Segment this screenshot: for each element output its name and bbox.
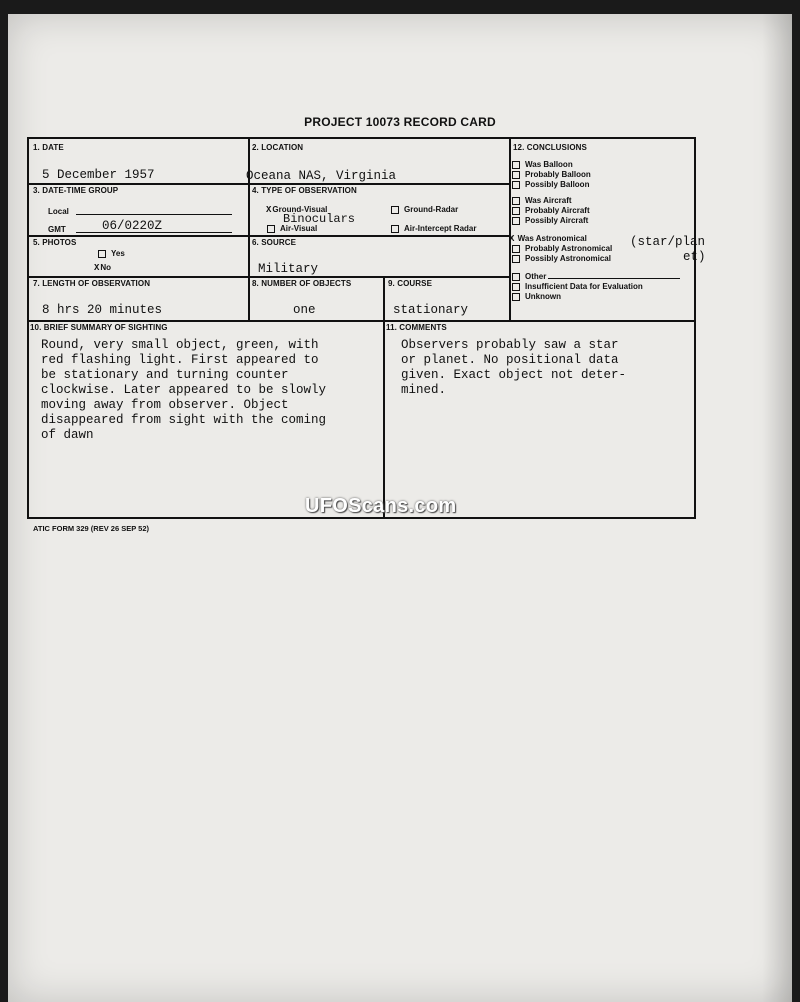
conclusion-checkbox [512, 273, 520, 281]
air-intercept-option [391, 224, 476, 233]
conclusion-text: Other [525, 272, 547, 281]
summary-line: disappeared from sight with the coming [41, 413, 327, 427]
comments-line: given. Exact object not deter- [401, 368, 627, 382]
summary-line: moving away from observer. Object [41, 398, 289, 412]
conclusion-text: Was Balloon [525, 160, 573, 169]
conclusion-checkbox [512, 283, 520, 291]
comments-line: or planet. No positional data [401, 353, 619, 367]
conclusion-checkbox [512, 171, 520, 179]
divider-h3 [29, 276, 509, 278]
divider-v2 [509, 139, 511, 321]
conclusion-item [512, 196, 680, 206]
source-value: Military [258, 262, 319, 276]
conclusion-item [512, 272, 680, 282]
gmt-value: 06/0220Z [102, 219, 163, 233]
conclusion-item [512, 170, 680, 180]
photos-yes-text: Yes [111, 249, 125, 258]
conclusion-text: Was Aircraft [525, 196, 572, 205]
objects-label: 8. NUMBER OF OBJECTS [252, 279, 352, 288]
conclusion-checkbox [512, 293, 520, 301]
summary-line: clockwise. Later appeared to be slowly [41, 383, 327, 397]
conclusion-text: Probably Astronomical [525, 244, 613, 253]
air-intercept-text: Air-Intercept Radar [404, 224, 477, 233]
length-label: 7. LENGTH OF OBSERVATION [33, 279, 151, 288]
ground-radar-option [391, 205, 458, 214]
conclusion-text: Was Astronomical [517, 234, 587, 243]
air-intercept-checkbox [391, 225, 399, 233]
conclusions-list [509, 160, 680, 302]
conclusion-item [512, 206, 680, 216]
conclusion-item [512, 254, 680, 264]
length-value: 8 hrs 20 minutes [42, 303, 163, 317]
ground-visual-text: Ground-Visual [272, 205, 328, 214]
course-value: stationary [393, 303, 469, 317]
date-label: 1. DATE [33, 143, 64, 152]
astronomical-mark: X [509, 234, 515, 244]
form-identifier: ATIC FORM 329 (REV 26 SEP 52) [33, 524, 150, 533]
conclusion-text: Probably Aircraft [525, 206, 590, 215]
comments-line: Observers probably saw a star [401, 338, 619, 352]
air-visual-option [267, 224, 317, 233]
binoculars-note: Binoculars [283, 212, 356, 226]
photos-no-text: No [100, 263, 112, 272]
conclusion-text: Possibly Balloon [525, 180, 590, 189]
conclusion-item [512, 160, 680, 170]
summary-text [41, 338, 326, 443]
gmt-label: GMT [48, 225, 66, 234]
conclusion-checkbox [512, 255, 520, 263]
watermark: UFOScans.com [305, 495, 457, 517]
conclusion-item [512, 180, 680, 190]
comments-text [401, 338, 626, 398]
comments-label: 11. COMMENTS [386, 323, 447, 332]
photos-yes-option [98, 249, 125, 258]
dtg-label: 3. DATE-TIME GROUP [33, 186, 119, 195]
comments-line: mined. [401, 383, 447, 397]
ground-radar-checkbox [391, 206, 399, 214]
objects-value: one [293, 303, 316, 317]
conclusion-checkbox [512, 207, 520, 215]
conclusion-checkbox [512, 181, 520, 189]
divider-h1 [29, 183, 509, 185]
conclusions-label: 12. CONCLUSIONS [513, 143, 587, 152]
astro-note-1: (star/plan [630, 235, 706, 249]
course-label: 9. COURSE [388, 279, 433, 288]
summary-line: red flashing light. First appeared to [41, 353, 319, 367]
conclusion-checkbox [512, 197, 520, 205]
card-title: PROJECT 10073 RECORD CARD [304, 115, 496, 129]
local-label: Local [48, 207, 69, 216]
astro-note-2: et) [683, 250, 706, 264]
summary-line: Round, very small object, green, with [41, 338, 319, 352]
photos-label: 5. PHOTOS [33, 238, 77, 247]
conclusion-item [512, 292, 680, 302]
divider-h4 [29, 320, 696, 322]
other-underline [548, 278, 680, 279]
divider-v3 [383, 277, 385, 519]
local-underline [76, 214, 232, 215]
air-visual-text: Air-Visual [280, 224, 318, 233]
photos-yes-checkbox [98, 250, 106, 258]
summary-label: 10. BRIEF SUMMARY OF SIGHTING [30, 323, 168, 332]
conclusion-checkbox [512, 245, 520, 253]
conclusion-text: Unknown [525, 292, 561, 301]
conclusion-text: Probably Balloon [525, 170, 591, 179]
divider-v1 [248, 139, 250, 321]
ground-visual-mark: X [266, 205, 272, 215]
conclusion-text: Insufficient Data for Evaluation [525, 282, 643, 291]
air-visual-checkbox [267, 225, 275, 233]
photos-no-option [94, 263, 111, 273]
type-label: 4. TYPE OF OBSERVATION [252, 186, 357, 195]
conclusion-item [512, 216, 680, 226]
conclusion-checkbox [512, 161, 520, 169]
source-label: 6. SOURCE [252, 238, 297, 247]
summary-line: be stationary and turning counter [41, 368, 289, 382]
ground-radar-text: Ground-Radar [404, 205, 459, 214]
conclusion-text: Possibly Astronomical [525, 254, 611, 263]
date-value: 5 December 1957 [42, 168, 155, 182]
location-value: Oceana NAS, Virginia [246, 169, 397, 183]
conclusion-text: Possibly Aircraft [525, 216, 589, 225]
conclusion-checkbox [512, 217, 520, 225]
summary-line: of dawn [41, 428, 94, 442]
conclusion-item [512, 282, 680, 292]
location-label: 2. LOCATION [252, 143, 304, 152]
divider-h2 [29, 235, 509, 237]
photos-no-mark: X [94, 263, 100, 273]
